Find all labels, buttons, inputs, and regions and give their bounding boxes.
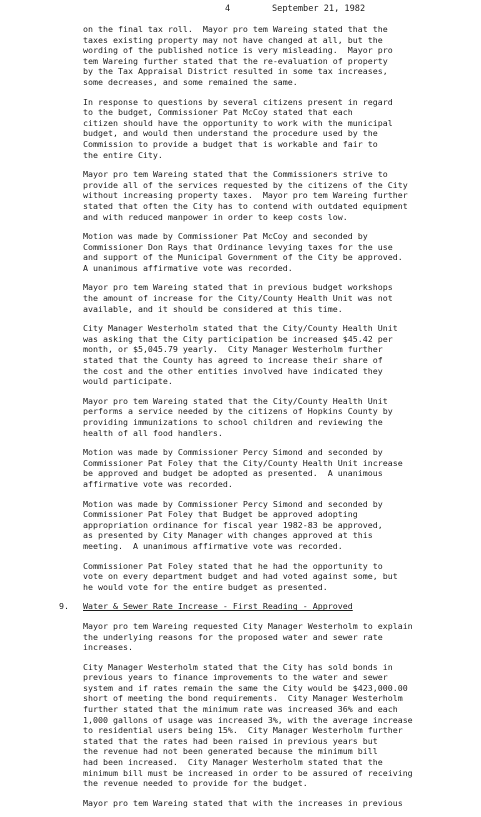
text-line: appropriation ordinance for fiscal year 1982-83 be approved, — [83, 519, 383, 530]
text-line: Motion was made by Commissioner Percy Simond and seconded by — [83, 498, 383, 509]
text-line: Mayor pro tem Wareing stated that the Commissioners strive to — [83, 169, 388, 180]
text-line: the entire City. — [83, 149, 163, 160]
text-line: month, or $5,045.79 yearly. City Manager Westerholm further — [83, 344, 383, 355]
page-header — [0, 2, 481, 16]
text-line: wording of the published notice is very misleading. Mayor pro — [83, 45, 393, 56]
text-line: Motion was made by Commissioner Pat McCoy and seconded by — [83, 231, 368, 242]
paragraph — [83, 169, 475, 222]
page-date: September 21, 1982 — [272, 4, 366, 14]
text-line: further stated that the minimum rate was increased 36% and each — [83, 704, 398, 715]
text-line: the cost and the other entities involved have indicated they — [83, 365, 383, 376]
agenda-item-title: Water & Sewer Rate Increase - First Reading - Approved — [83, 601, 353, 612]
paragraph — [83, 231, 475, 273]
text-line: increases. — [83, 642, 133, 653]
paragraph — [83, 24, 475, 88]
paragraph — [83, 662, 475, 789]
paragraph — [83, 396, 475, 438]
text-line: stated that the County has agreed to increase their share of — [83, 355, 383, 366]
text-line: vote on every department budget and had voted against some, but — [83, 571, 398, 582]
text-line: provide all of the services requested by the citizens of the City — [83, 179, 408, 190]
agenda-item-number: 9. — [59, 601, 69, 612]
text-line: taxes existing property may not have changed at all, but the — [83, 34, 383, 45]
text-line: tem Wareing further stated that the re-evaluation of property — [83, 55, 388, 66]
text-line: and with reduced manpower in order to keep costs low. — [83, 211, 348, 222]
paragraph — [83, 561, 475, 593]
text-line: City Manager Westerholm stated that the City has sold bonds in — [83, 661, 393, 672]
text-line: by the Tax Appraisal District resulted in some tax increases, — [83, 66, 388, 77]
paragraph — [83, 447, 475, 489]
paragraph — [83, 323, 475, 387]
text-line: Commissioner Pat Foley stated that he had the opportunity to — [83, 560, 383, 571]
text-line: citizen should have the opportunity to work with the municipal — [83, 117, 393, 128]
text-line: Mayor pro tem Wareing requested City Manager Westerholm to explain — [83, 620, 413, 631]
text-line: Commissioner Pat Foley that the City/County Health Unit increase — [83, 457, 403, 468]
text-line: short of meeting the bond requirements. City Manager Westerholm — [83, 693, 403, 704]
text-line: stated that the rates had been raised in previous years but — [83, 735, 378, 746]
text-line: would participate. — [83, 376, 173, 387]
text-line: without increasing property taxes. Mayor pro tem Wareing further — [83, 190, 408, 201]
text-line: affirmative vote was recorded. — [83, 478, 233, 489]
text-line: meeting. A unanimous affirmative vote was recorded. — [83, 540, 343, 551]
text-line: had been increased. City Manager Westerholm stated that the — [83, 757, 383, 768]
text-line: previous years to finance improvements to the water and sewer — [83, 672, 388, 683]
text-line: performs a service needed by the citizens of Hopkins County by — [83, 406, 393, 417]
text-line: on the final tax roll. Mayor pro tem Wareing stated that the — [83, 24, 388, 34]
text-line: minimum bill must be increased in order to be assured of receiving — [83, 767, 413, 778]
text-line: system and if rates remain the same the City would be $423,000.00 — [83, 682, 408, 693]
paragraph — [83, 282, 475, 314]
text-line: to the budget, Commissioner Pat McCoy stated that each — [83, 107, 353, 118]
text-line: Mayor pro tem Wareing stated that with the increases in previous — [83, 797, 403, 808]
text-line: and support of the Municipal Government of the City be approved. — [83, 252, 403, 263]
text-line: stated that often the City has to contend with outdated equipment — [83, 200, 408, 211]
text-line: available, and it should be considered at this time. — [83, 303, 343, 314]
text-line: some decreases, and some remained the same. — [83, 76, 298, 87]
text-line: A unanimous affirmative vote was recorded. — [83, 262, 293, 273]
text-line: budget, and would then understand the procedure used by the — [83, 128, 378, 139]
agenda-item-heading — [0, 601, 481, 612]
paragraph — [83, 621, 475, 653]
text-line: City Manager Westerholm stated that the City/County Health Unit — [83, 323, 398, 334]
text-line: the amount of increase for the City/County Health Unit was not — [83, 293, 393, 304]
page-number: 4 — [225, 4, 231, 14]
text-line: Commissioner Pat Foley that Budget be approved adopting — [83, 509, 358, 520]
text-line: as presented by City Manager with changes approved at this — [83, 530, 373, 541]
document-body — [0, 24, 481, 817]
text-line: Commissioner Don Rays that Ordinance levying taxes for the use — [83, 241, 393, 252]
text-line: was asking that the City participation be increased $45.42 per — [83, 333, 393, 344]
text-line: be approved and budget be adopted as presented. A unanimous — [83, 468, 383, 479]
text-line: Motion was made by Commissioner Percy Simond and seconded by — [83, 447, 383, 458]
text-line: In response to questions by several citizens present in regard — [83, 96, 393, 107]
paragraph — [83, 97, 475, 161]
text-line: the revenue needed to provide for the budget. — [83, 778, 308, 789]
text-line: providing immunizations to school children and reviewing the — [83, 417, 383, 427]
paragraph — [83, 499, 475, 552]
text-line: health of all food handlers. — [83, 427, 223, 438]
text-line: Mayor pro tem Wareing stated that in previous budget workshops — [83, 282, 393, 293]
text-line: to residential users being 15%. City Manager Westerholm further — [83, 725, 403, 736]
paragraph — [83, 798, 475, 809]
text-line: Commission to provide a budget that is workable and fair to — [83, 138, 378, 149]
text-line: 1,000 gallons of usage was increased 3%, with the average increase — [83, 714, 413, 725]
text-line: the revenue had not been generated because the minimum bill — [83, 746, 378, 757]
text-line: Mayor pro tem Wareing stated that the City/County Health Unit — [83, 395, 388, 406]
text-line: the underlying reasons for the proposed water and sewer rate — [83, 631, 383, 642]
text-line: he would vote for the entire budget as presented. — [83, 581, 328, 592]
